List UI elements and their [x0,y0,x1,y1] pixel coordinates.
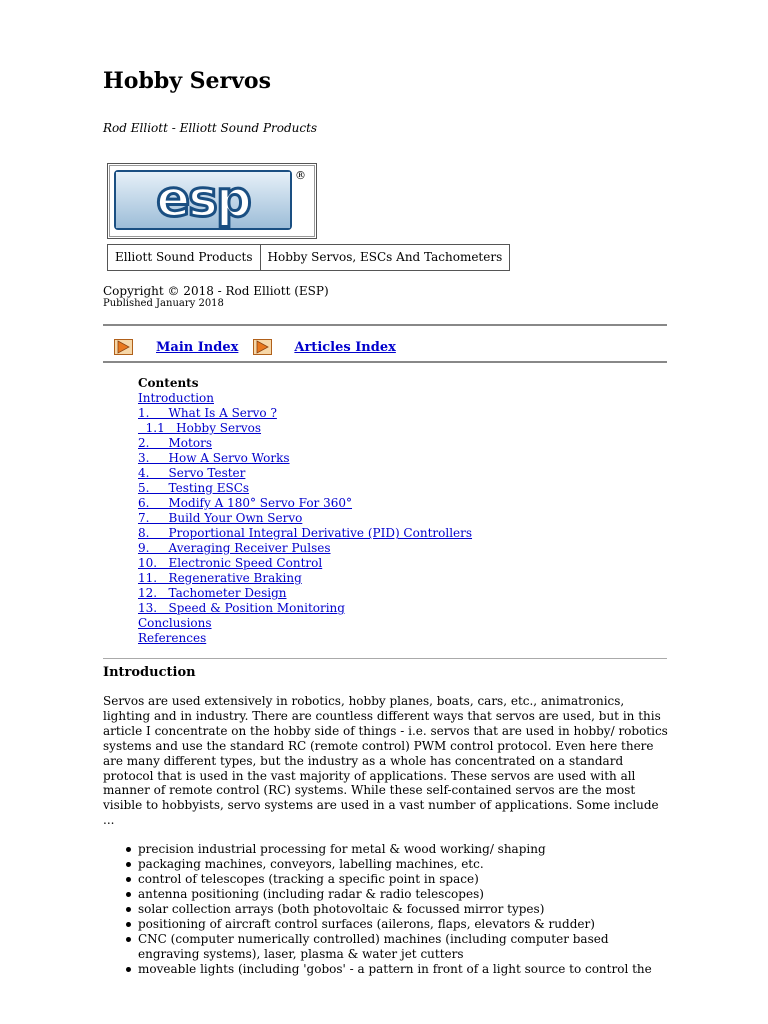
main-index-link[interactable]: Main Index [156,339,239,355]
toc-link-electronic-speed-control[interactable]: 10. Electronic Speed Control [138,556,323,570]
copyright-line: Copyright © 2018 - Rod Elliott (ESP) [103,284,329,298]
author-line: Rod Elliott - Elliott Sound Products [103,121,318,135]
toc-link-build-your-own-servo[interactable]: 7. Build Your Own Servo [138,511,303,525]
title-table-article: Hobby Servos, ESCs And Tachometers [260,245,510,270]
esp-logo [114,170,292,230]
toc-link-hobby-servos[interactable]: 1.1 Hobby Servos [138,421,262,435]
toc-link-regenerative-braking[interactable]: 11. Regenerative Braking [138,571,302,585]
title-table [107,244,510,271]
toc-link-pid-controllers[interactable]: 8. Proportional Integral Derivative (PID) Controllers [138,526,473,540]
contents-list [138,376,472,646]
toc-link-introduction[interactable]: Introduction [138,391,214,405]
toc-link-speed-position-monitoring[interactable]: 13. Speed & Position Monitoring [138,601,345,615]
toc-link-averaging-pulses[interactable]: 9. Averaging Receiver Pulses [138,541,331,555]
esp-logo-graphic [116,172,290,228]
toc-link-references[interactable]: References [138,631,207,645]
applications-list [103,842,668,977]
toc-link-testing-escs[interactable]: 5. Testing ESCs [138,481,250,495]
list-item: precision industrial processing for metal & wood working/ shaping [103,842,668,857]
toc-link-how-a-servo-works[interactable]: 3. How A Servo Works [138,451,290,465]
toc-link-motors[interactable]: 2. Motors [138,436,212,450]
toc-link-modify-servo[interactable]: 6. Modify A 180° Servo For 360° [138,496,353,510]
index-nav [114,336,396,358]
nav-rule-bottom [103,361,667,363]
title-table-site: Elliott Sound Products [115,250,253,264]
list-item: control of telescopes (tracking a specific point in space) [103,872,668,887]
introduction-heading: Introduction [103,665,196,680]
list-item: solar collection arrays (both photovoltaic & focussed mirror types) [103,902,668,917]
nav-rule-top [103,324,667,326]
arrow-right-icon[interactable] [114,339,133,355]
registered-mark: ® [295,169,306,182]
toc-link-conclusions[interactable]: Conclusions [138,616,212,630]
list-item: positioning of aircraft control surfaces (ailerons, flaps, elevators & rudder) [103,917,668,932]
toc-link-what-is-a-servo[interactable]: 1. What Is A Servo ? [138,406,277,420]
toc-link-servo-tester[interactable]: 4. Servo Tester [138,466,246,480]
svg-text:esp: esp [156,172,250,228]
contents-heading: Contents [138,376,199,390]
published-date: Published January 2018 [103,298,224,309]
arrow-right-icon[interactable] [253,339,272,355]
list-item: CNC (computer numerically controlled) machines (including computer based engraving systems), laser, plasma & water jet cutters [103,932,668,962]
list-item: moveable lights (including 'gobos' - a pattern in front of a light source to control the [103,962,668,977]
list-item: antenna positioning (including radar & radio telescopes) [103,887,668,902]
list-item: packaging machines, conveyors, labelling machines, etc. [103,857,668,872]
articles-index-link[interactable]: Articles Index [294,339,396,355]
esp-logo-frame [107,163,317,239]
toc-link-tachometer-design[interactable]: 12. Tachometer Design [138,586,287,600]
page-title: Hobby Servos [103,68,271,94]
introduction-paragraph: Servos are used extensively in robotics, hobby planes, boats, cars, etc., animatronics, lighting and in industry. There are countless different ways that servos are used, but in this article I concentrate on the hobby side of things - i.e. servos that are used in hobby/ robotics systems and use the standard RC (remote control) PWM control protocol. Even here there are many different types, but the industry as a whole has concentrated on a standard protocol that is used in the vast majority of applications. These servos are used with all manner of remote control (RC) systems. While these self-contained servos are the most visible to hobbyists, servo systems are used in a vast number of applications. Some include ... [103,694,668,828]
section-divider [103,658,667,659]
